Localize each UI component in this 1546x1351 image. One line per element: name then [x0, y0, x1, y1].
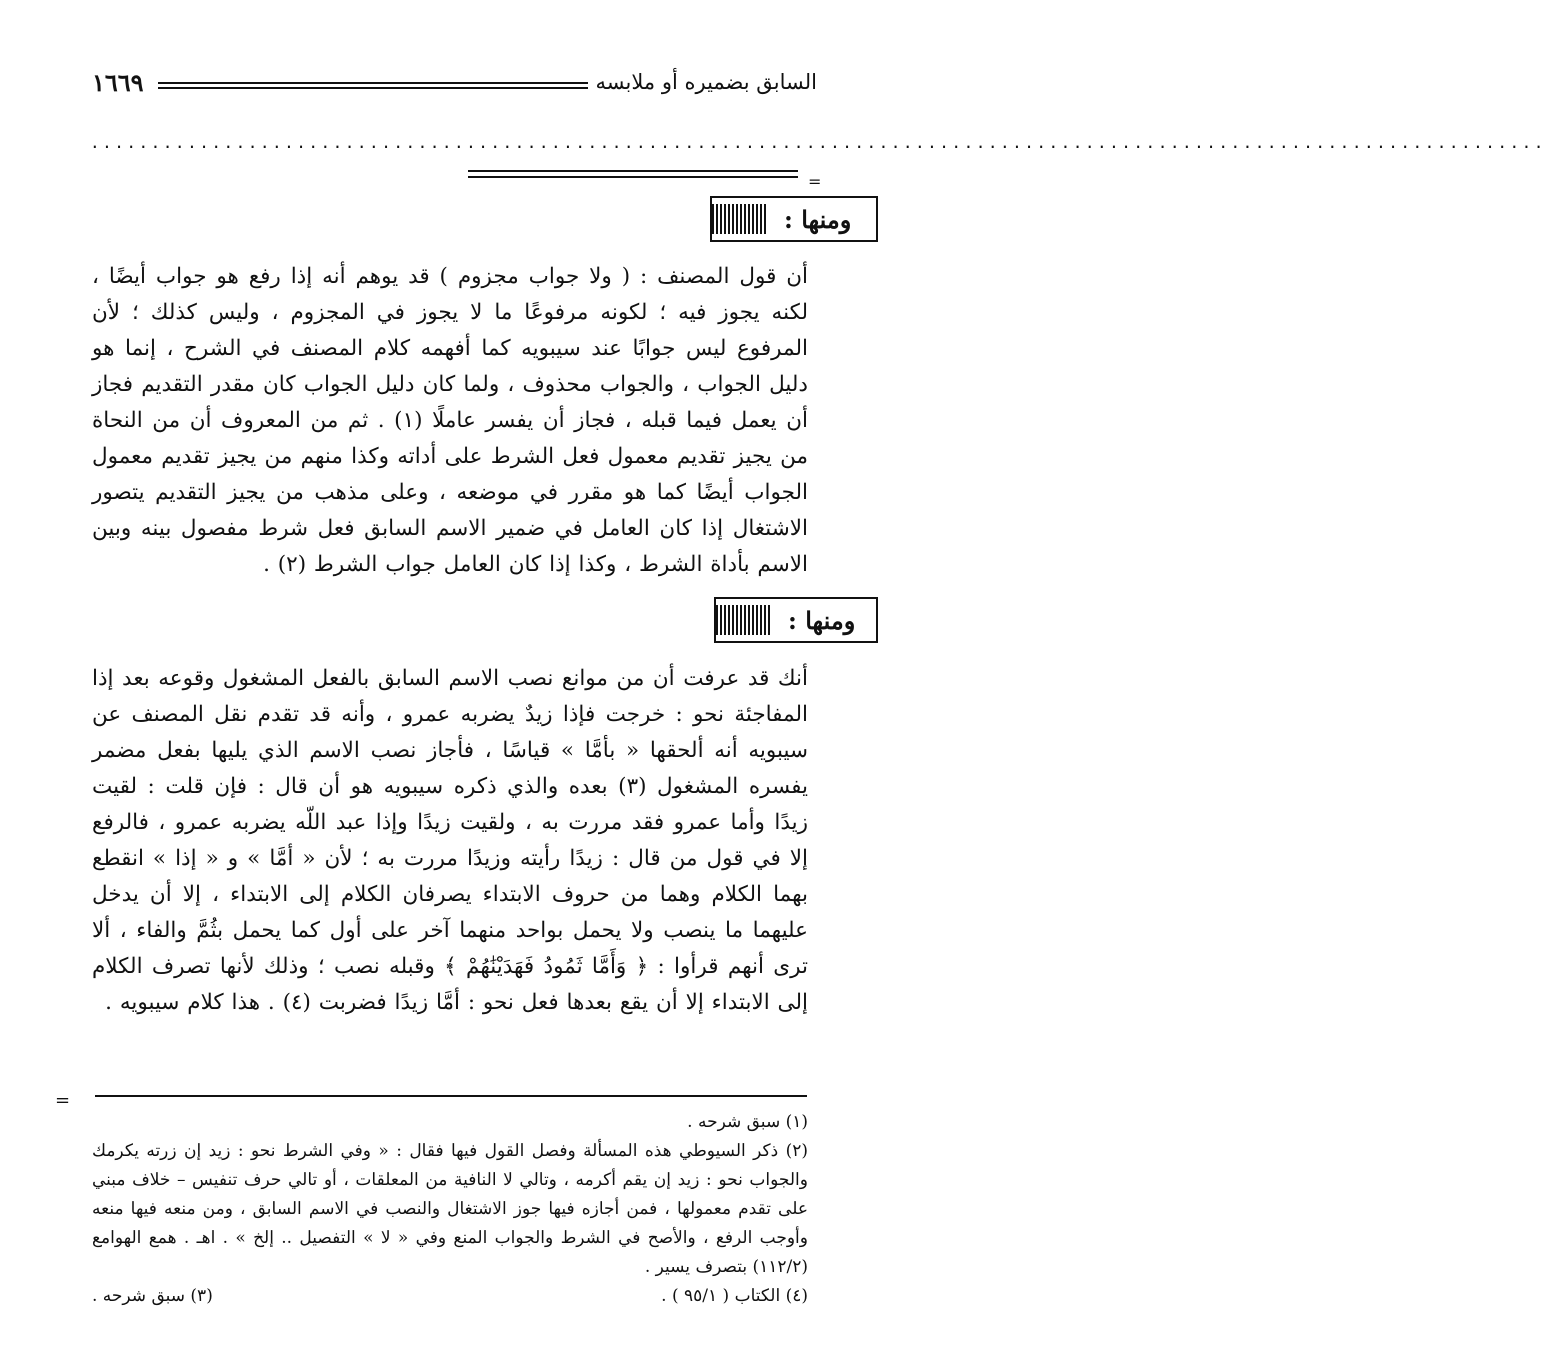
paragraph-2: أنك قد عرفت أن من موانع نصب الاسم السابق بالفعل المشغول وقوعه بعد إذا المفاجئة نحو : خرجت فإذا زيدٌ يضربه عمرو ، وأنه قد تقدم نقل المصنف عن سيبويه أنه ألحقها « بأمَّا » قياسًا ، فأجاز نصب الاسم الذي يليها بفعل مضمر يفسره المشغول (٣) بعده والذي ذكره سيبويه هو أن قال : فإن قلت : لقيت زيدًا وأما عمرو فقد مررت به ، ولقيت زيدًا وإذا عبد اللّه يضربه عمرو ، فالرفع إلا في قول من قال : زيدًا رأيته وزيدًا مررت به ؛ لأن « أمَّا » و « إذا » انقطع بهما الكلام وهما من حروف الابتداء يصرفان الكلام إلى الابتداء ، إلا أن يدخل عليهما ما ينصب ولا يحمل بواحد منهما آخر على أول كما يحمل بثُمَّ والفاء ، ألا ترى أنهم قرأوا : ﴿ وَأَمَّا ثَمُودُ فَهَدَيْنَٰهُمْ ﴾ وقبله نصب ؛ وذلك لأنها تصرف الكلام إلى الابتداء إلا أن يقع بعدها فعل نحو : أمَّا زيدًا فضربت (٤) . هذا كلام سيبويه .: [92, 666, 809, 1015]
section-heading-box-1: [710, 196, 878, 242]
page-number: ١٦٦٩: [92, 68, 144, 97]
running-header-title: السابق بضميره أو ملابسه: [595, 70, 817, 94]
paragraph-1: أن قول المصنف : ( ولا جواب مجزوم ) قد يوهم أنه إذا رفع هو جواب أيضًا ، لكنه يجوز فيه ؛ لكونه مرفوعًا ما لا يجوز في المجزوم ، وليس كذلك ؛ لأن المرفوع ليس جوابًا عند سيبويه كما أفهمه كلام المصنف في الشرح ، إنما هو دليل الجواب ، والجواب محذوف ، ولما كان دليل الجواب كان مقدر التقديم فجاز أن يعمل فيما قبله ، فجاز أن يفسر عاملًا (١) . ثم من المعروف أن من النحاة من يجيز تقديم معمول فعل الشرط على أداته وكذا منهم من يجيز تقديم معمول الجواب أيضًا كما هو مقرر في موضعه ، وعلى مذهب من يجيز التقديم يتصور الاشتغال إذا كان العامل في ضمير الاسم السابق فعل شرط مفصول بينه وبين الاسم بأداة الشرط ، وكذا إذا كان العامل جواب الشرط (٢) .: [92, 264, 808, 577]
footnote-2: (٢) ذكر السيوطي هذه المسألة وفصل القول فيها فقال : « وفي الشرط نحو : زيد إن زرته يكرمك والجواب نحو : زيد إن يقم أكرمه ، وتالي لا النافية من المعلقات ، أو تالي حرف تنفيس – خلاف مبني على تقدم معمولها ، فمن أجازه فيها جوز الاشتغال والنصب في الاسم السابق ، ومن منعه فيها منعه وأوجب الرفع ، والأصح في الشرط والجواب المنع وفي « لا » التفصيل .. إلخ » . اهـ . همع الهوامع (١١٢/٢) بتصرف يسير .: [92, 1141, 808, 1277]
top-double-rule-second: [468, 176, 798, 178]
decorative-bars-icon: [712, 204, 768, 234]
decorative-bars-icon: [716, 605, 772, 635]
section-heading-1: ومنها :: [784, 204, 852, 234]
header-rule: [158, 82, 588, 84]
equals-mark: =: [808, 172, 822, 191]
footnote-row: [92, 1282, 808, 1311]
footnote-separator: [95, 1095, 807, 1097]
equals-mark: =: [55, 1090, 71, 1111]
continuation-dots: ........................................................................................................................: [90, 133, 1546, 152]
footnote-4: (٤) الكتاب ( ٩٥/١ ) .: [661, 1286, 808, 1306]
section-heading-box-2: [714, 597, 878, 643]
top-double-rule: [468, 170, 798, 172]
footnotes: [92, 1108, 808, 1311]
footnote-1: (١) سبق شرحه .: [687, 1112, 808, 1132]
section-heading-2: ومنها :: [788, 605, 856, 635]
header-rule-second: [158, 87, 588, 89]
footnote-3: (٣) سبق شرحه .: [92, 1286, 213, 1306]
